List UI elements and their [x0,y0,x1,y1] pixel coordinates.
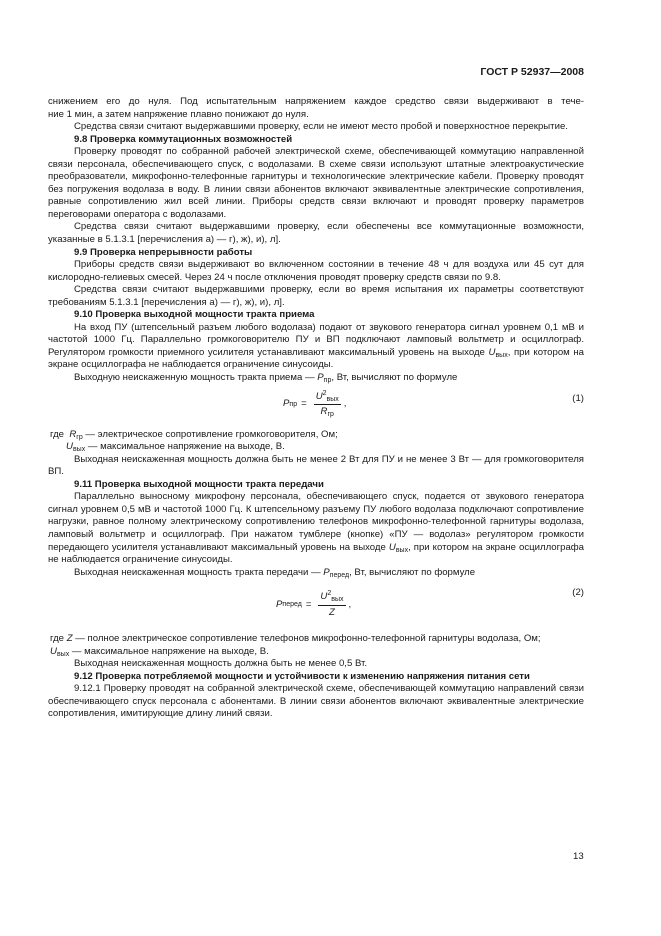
paragraph: Средства связи считают выдержавшими проверку, если не имеют место пробой и поверхностное перекрытие. [74,121,568,133]
where-line: где $R_{гр}$ — электрическое сопротивление громкоговорителя, Ом; [50,428,338,441]
section-heading-9-9: 9.9 Проверка непрерывности работы [74,246,253,258]
paragraph: Выходная неискаженная мощность должна быть не менее 2 Вт для ПУ и не менее 3 Вт — для громкоговорителя ВП. [48,453,584,478]
page-body [48,96,584,721]
paragraph: 9.12.1 Проверку проводят на собранной электрической схеме, обеспечивающей коммутацию направлений связи обеспечивающего спуск персонала с абонентами. В линии связи абонентов включают эквивалентные электрические сопротивления, имитирующие длину линий связи. [48,683,584,720]
paragraph: ние 1 мин, а затем напряжение плавно понижают до нуля. [48,108,309,120]
paragraph: Средства связи считают выдержавшими проверку, если во время испытания их параметры соответствуют требованиям 5.1.3.1 [перечисления а) — г), ж), и), л]. [48,284,584,308]
section-heading-9-8: 9.8 Проверка коммутационных возможностей [74,133,293,145]
formula-1: P пр = $\frac{U^2_{вых}}{R_{гр}}$ , (1) [283,389,584,419]
formula-number: (2) [572,587,584,599]
where-line: $U_{вых}$ — максимальное напряжение на выходе, В. [66,441,285,454]
paragraph: Средства связи считают выдержавшими проверку, если обеспечены все коммутационные возможности, указанные в 5.1.3.1 [перечисления а) — г), ж), и), л]. [48,221,584,246]
paragraph: Параллельно выносному микрофону персонала, обеспечивающего спуск, подается от звукового генератора сигнал уровнем 0,5 мВ и частотой 1000 Гц. К штепсельному разъему ПУ любого водолаза подключают сопротивление нагрузки, равное полному электрическому сопротивлению телефонов микрофонно-телефонной гарнитуры водолаза, ламповый вольтметр и осциллограф. При нажатом тумблере (кнопке) «ПУ — водолаз» регулятором громкости передающего усилителя устанавливают максимальный уровень на выходе $U_{вых}$, при котором на экране осциллографа не наблюдается ограничение синусоиды. [48,491,585,566]
page-number: 13 [573,851,584,862]
section-heading-9-11: 9.11 Проверка выходной мощности тракта передачи [74,478,324,490]
paragraph: Выходная неискаженная мощность должна быть не менее 0,5 Вт. [74,658,368,670]
where-line: $U_{вых}$ — максимальное напряжение на выходе, В. [50,645,269,658]
section-heading-9-12: 9.12 Проверка потребляемой мощности и устойчивости к изменению напряжения питания сети [74,670,530,682]
section-heading-9-10: 9.10 Проверка выходной мощности тракта приема [74,309,315,321]
paragraph: Выходную неискаженную мощность тракта приема — $P_{пр}$, Вт, вычисляют по формуле [74,372,458,385]
formula-number: (1) [572,392,584,404]
where-line: где Z — полное электрическое сопротивление телефонов микрофонно-телефонной гарнитуры водолаза, Ом; [50,633,541,645]
formula-2: P перед = $\frac{U^2_{вых}}{Z}$ , (2) [276,587,584,618]
paragraph: снижением его до нуля. Под испытательным напряжением каждое средство связи выдерживают в тече- [48,96,584,107]
paragraph: Приборы средств связи выдерживают во включенном состоянии в течение 48 ч для воздуха или 45 сут для кислородно-гелиевых смесей. Через 24 ч после отключения проводят проверку средств связи по 9.8. [48,259,584,283]
document-header: ГОСТ Р 52937—2008 [480,66,584,78]
paragraph: Проверку проводят по собранной рабочей электрической схеме, обеспечивающей коммутацию направленной связи персонала, обеспечивающего спуск, с водолазами. В схеме связи используют штатные электроакустические преобразователи, микрофонно-телефонные гарнитуры и технологические электрические кабели. Проверку проводят без погружения водолаза в воду. В линии связи абонентов включают эквивалентные электрические сопротивления, равные сопротивлению жил всей линии. Приборы средств связи включают и проводят проверку параметров переговорами оператора с водолазами. [48,146,584,220]
paragraph: Выходная неискаженная мощность тракта передачи — $P_{перед}$, Вт, вычисляют по формуле [74,566,476,579]
paragraph: На вход ПУ (штепсельный разъем любого водолаза) подают от звукового генератора сигнал уровнем 0,1 мВ и частотой 1000 Гц. Параллельно громкоговорителю ПУ и ВП подключают ламповый вольтметр и осциллограф. Регулятором громкости приемного усилителя устанавливают максимальный уровень на выходе $U_{вых}$, при котором на экране осциллографа не наблюдается ограничение синусоиды. [48,321,584,371]
